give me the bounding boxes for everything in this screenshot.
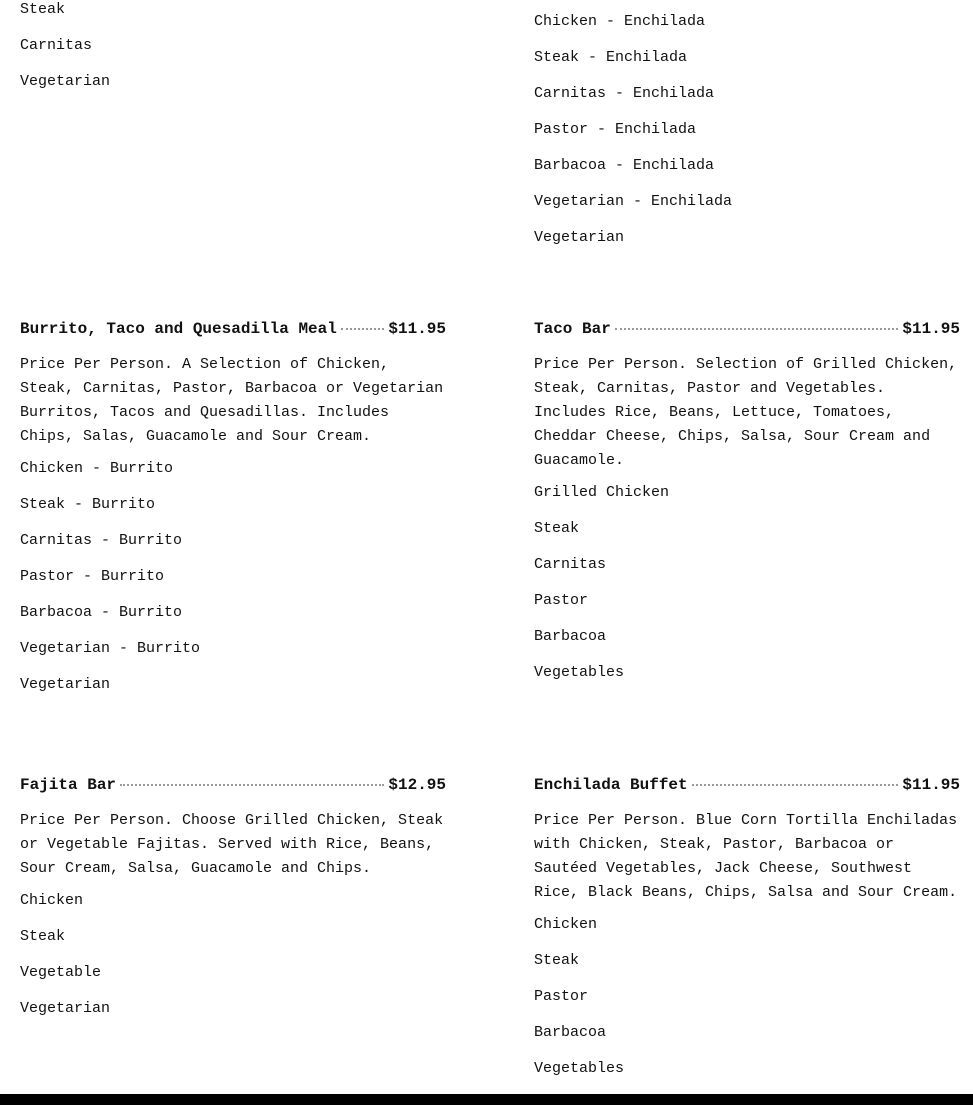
menu-item-name: Taco Bar [534, 320, 611, 338]
menu-item-description: Price Per Person. Selection of Grilled Chicken, Steak, Carnitas, Pastor and Vegetables. Includes Rice, Beans, Lettuce, Tomatoes, Cheddar Cheese, Chips, Salsa, Sour Cream and Guacamole. [534, 356, 958, 469]
option-item[interactable]: Vegetarian [20, 676, 111, 693]
dot-leader [341, 328, 385, 330]
menu-item-fajita-bar [20, 775, 446, 1036]
menu-item-name: Burrito, Taco and Quesadilla Meal [20, 320, 337, 338]
option-item[interactable]: Vegetarian - Enchilada [534, 193, 733, 210]
menu-item-name: Fajita Bar [20, 776, 117, 794]
menu-item-taco-bar [534, 319, 960, 700]
option-item[interactable]: Vegetarian [20, 1000, 111, 1017]
option-item[interactable]: Vegetable [20, 964, 102, 981]
option-item[interactable]: Steak - Burrito [20, 496, 156, 513]
option-item[interactable]: Steak [534, 952, 580, 969]
option-item[interactable]: Vegetarian - Burrito [20, 640, 201, 657]
option-item[interactable]: Carnitas - Enchilada [534, 85, 715, 102]
option-item[interactable]: Barbacoa - Enchilada [534, 157, 715, 174]
option-item[interactable]: Carnitas [20, 37, 93, 54]
menu-item-price: $11.95 [902, 320, 960, 338]
menu-item-header [534, 319, 960, 339]
option-item[interactable]: Vegetables [534, 664, 625, 681]
menu-item-description: Price Per Person. Choose Grilled Chicken, Steak or Vegetable Fajitas. Served with Rice, Beans, Sour Cream, Salsa, Guacamole and Chips. [20, 812, 444, 877]
option-item[interactable]: Steak [534, 520, 580, 537]
menu-item-name: Enchilada Buffet [534, 776, 688, 794]
option-item[interactable]: Chicken - Burrito [20, 460, 174, 477]
option-item[interactable]: Grilled Chicken [534, 484, 670, 501]
option-item[interactable]: Vegetarian [20, 73, 111, 90]
menu-item-burrito-taco-quesadilla-meal [20, 319, 446, 712]
menu-item-price: $12.95 [388, 776, 446, 794]
dot-leader [120, 784, 384, 786]
menu-item-price: $11.95 [388, 320, 446, 338]
option-item[interactable]: Barbacoa - Burrito [20, 604, 183, 621]
option-item[interactable]: Steak - Enchilada [534, 49, 688, 66]
option-item[interactable]: Chicken - Enchilada [534, 13, 706, 30]
menu-item-price: $11.95 [902, 776, 960, 794]
option-item[interactable]: Vegetables [534, 1060, 625, 1077]
menu-item-header [534, 775, 960, 795]
menu-item-enchilada-buffet [534, 775, 960, 1096]
dot-leader [615, 328, 899, 330]
option-item[interactable]: Pastor [534, 988, 589, 1005]
menu-item-description: Price Per Person. Blue Corn Tortilla Enchiladas with Chicken, Steak, Pastor, Barbacoa or Sautéed Vegetables, Jack Cheese, Southwest Rice, Black Beans, Chips, Salsa and Sour Cream. [534, 812, 958, 901]
menu-item-options [20, 892, 446, 1036]
option-item[interactable]: Carnitas - Burrito [20, 532, 183, 549]
menu-item-options [534, 484, 960, 700]
option-item[interactable]: Pastor [534, 592, 589, 609]
option-item[interactable]: Steak [20, 1, 66, 18]
dot-leader [692, 784, 899, 786]
option-item[interactable]: Carnitas [534, 556, 607, 573]
option-item[interactable]: Chicken [534, 916, 598, 933]
menu-item-options [534, 916, 960, 1096]
option-item[interactable]: Pastor - Burrito [20, 568, 165, 585]
footer-bar [0, 1094, 973, 1105]
option-item[interactable]: Pastor - Enchilada [534, 121, 697, 138]
option-item[interactable]: Barbacoa [534, 1024, 607, 1041]
option-item[interactable]: Steak [20, 928, 66, 945]
menu-item-header [20, 775, 446, 795]
option-item[interactable]: Vegetarian [534, 229, 625, 246]
option-item[interactable]: Chicken [20, 892, 84, 909]
menu-item-description: Price Per Person. A Selection of Chicken, Steak, Carnitas, Pastor, Barbacoa or Vegetarian Burritos, Tacos and Quesadillas. Includes Chips, Salas, Guacamole and Sour Cream. [20, 356, 444, 445]
option-item[interactable]: Barbacoa [534, 628, 607, 645]
menu-item-options [20, 460, 446, 712]
menu-item-header [20, 319, 446, 339]
